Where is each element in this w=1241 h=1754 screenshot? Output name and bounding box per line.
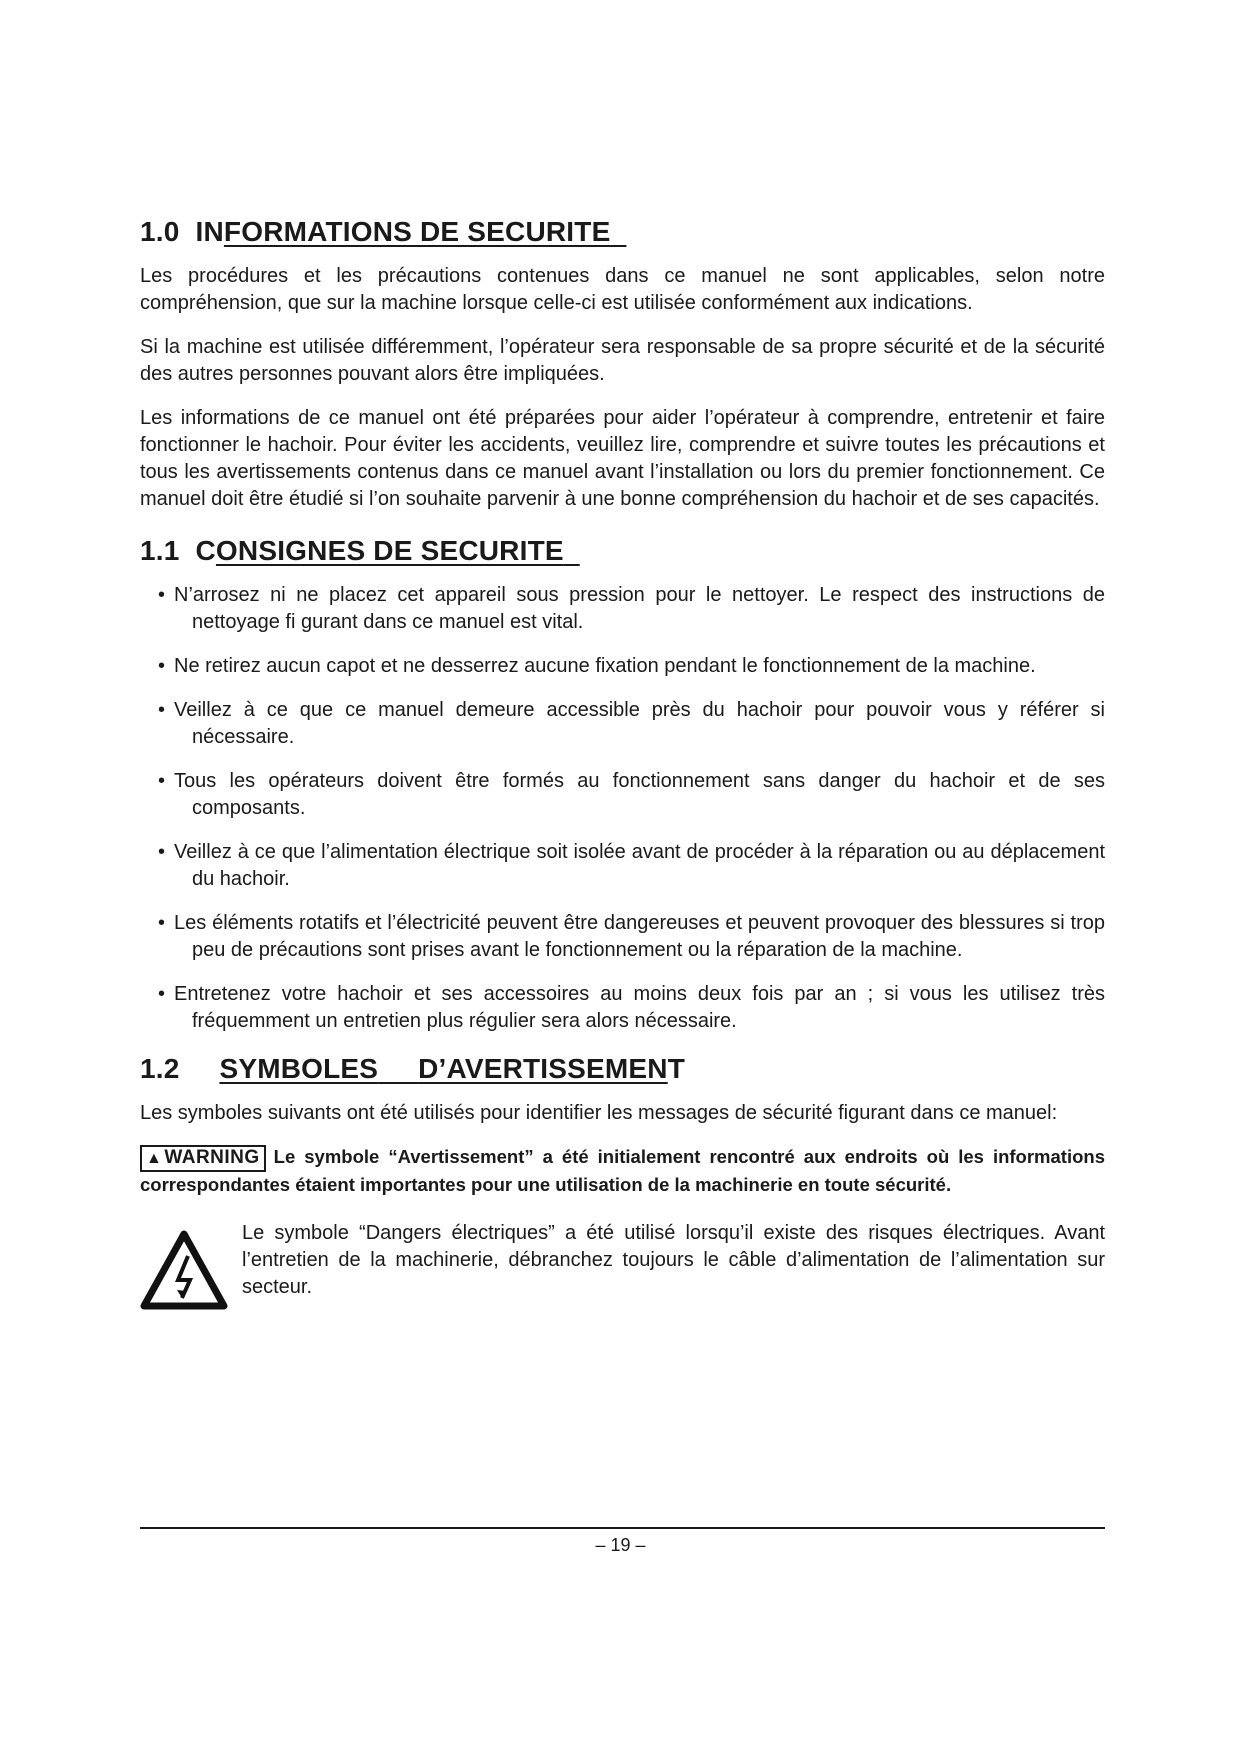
list-item: • Entretenez votre hachoir et ses accessoires au moins deux fois par an ; si vous les utilisez très fréquemment un entretien plus régulier sera alors nécessaire. (158, 983, 1105, 1032)
warning-badge: ▲ WARNING (140, 1145, 266, 1172)
electric-hazard-block (140, 1220, 1105, 1315)
section-title-underlined: ONSIGNES DE SECURITE (215, 535, 564, 566)
warning-symbol-description: ▲ WARNING Le symbole “Avertissement” a été initialement rencontré aux endroits où les informations correspondantes étaient importantes pour une utilisation de la machinerie en toute sécurité. (140, 1146, 1105, 1195)
page-content (140, 215, 1105, 1315)
electric-hazard-description: Le symbole “Dangers électriques” a été utilisé lorsqu’il existe des risques électriques. Avant l’entretien de la machinerie, débranchez toujours le câble d’alimentation de l’alimentation sur secteur. (242, 1222, 1105, 1298)
section-title-underlined: SYMBOLES (219, 1053, 379, 1084)
list-item: • Les éléments rotatifs et l’électricité peuvent être dangereuses et peuvent provoquer des blessures si trop peu de précautions sont prises avant le fonctionnement ou la réparation de la machine. (158, 912, 1105, 961)
warning-triangle-icon: ▲ (146, 1150, 163, 1167)
paragraph: Les procédures et les précautions contenues dans ce manuel ne sont applicables, selon notre compréhension, que sur la machine lorsque celle-ci est utilisée conformément aux indications. (140, 265, 1105, 314)
section-title-underlined: D’AVERTISSEMEN (418, 1053, 668, 1084)
list-item: • Veillez à ce que l’alimentation électrique soit isolée avant de procéder à la réparation ou au déplacement du hachoir. (158, 841, 1105, 890)
section-number: 1.0 (140, 216, 180, 247)
section-heading-warning-symbols (140, 1052, 1105, 1086)
section-heading-safety-instructions (140, 534, 1105, 568)
section-title-lead: IN (195, 216, 224, 247)
list-item: • Ne retirez aucun capot et ne desserrez aucune fixation pendant le fonctionnement de la machine. (158, 655, 1036, 677)
section-title-underlined: FORMATIONS DE SECURITE (223, 216, 611, 247)
list-item: • Veillez à ce que ce manuel demeure accessible près du hachoir pour pouvoir vous y référer si nécessaire. (158, 699, 1105, 748)
section-number: 1.1 (140, 535, 180, 566)
paragraph: Les symboles suivants ont été utilisés pour identifier les messages de sécurité figurant dans ce manuel: (140, 1102, 1058, 1124)
section-title-tail: T (667, 1053, 686, 1084)
page-number: – 19 – (595, 1535, 646, 1555)
section-title-lead: C (195, 535, 216, 566)
footer-divider (140, 1527, 1105, 1529)
section-heading-safety-info (140, 215, 1105, 249)
section-number: 1.2 (140, 1053, 180, 1084)
paragraph: Si la machine est utilisée différemment, l’opérateur sera responsable de sa propre sécurité et de la sécurité des autres personnes pouvant alors être impliquées. (140, 336, 1105, 385)
electric-hazard-icon (140, 1230, 228, 1315)
list-item: • Tous les opérateurs doivent être formés au fonctionnement sans danger du hachoir et de ses composants. (158, 770, 1105, 819)
safety-bullet-list (140, 582, 1105, 1035)
list-item: • N’arrosez ni ne placez cet appareil sous pression pour le nettoyer. Le respect des instructions de nettoyage fi gurant dans ce manuel est vital. (158, 584, 1105, 633)
paragraph: Les informations de ce manuel ont été préparées pour aider l’opérateur à comprendre, entretenir et faire fonctionner le hachoir. Pour éviter les accidents, veuillez lire, comprendre et suivre toutes les précautions et tous les avertissements contenus dans ce manuel avant l’installation ou lors du premier fonctionnement. Ce manuel doit être étudié si l’on souhaite parvenir à une bonne compréhension du hachoir et de ses capacités. (140, 407, 1105, 510)
